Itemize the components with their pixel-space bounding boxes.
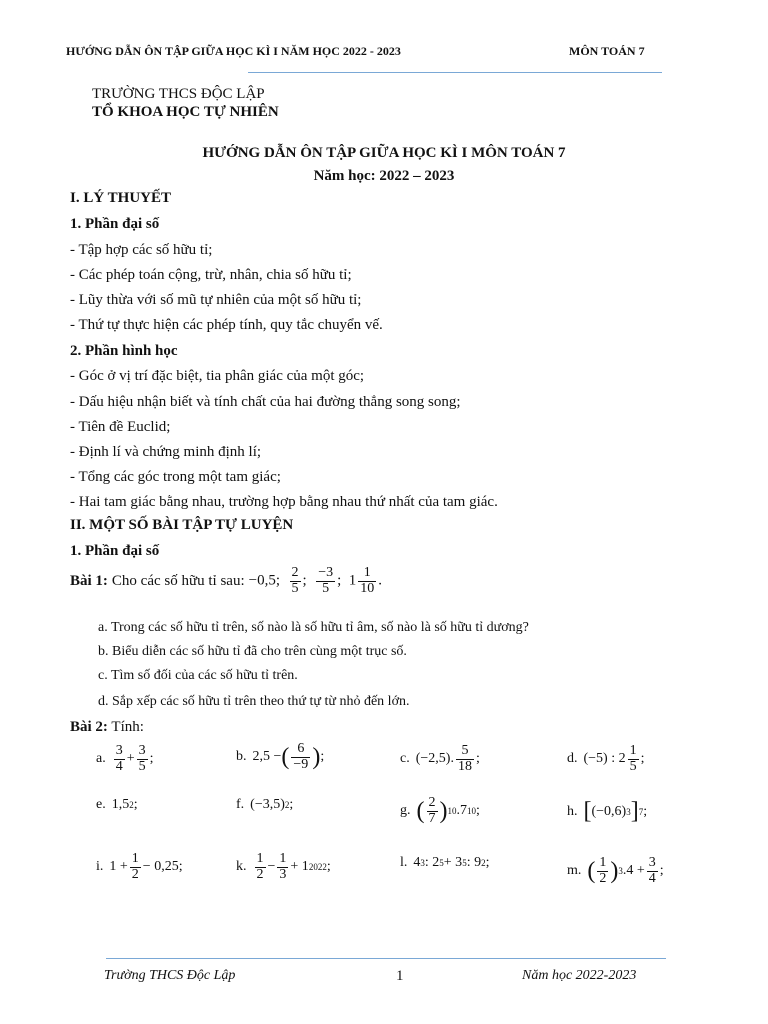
exercise-2-statement bbox=[70, 719, 144, 736]
exercise-2a: a. $\frac{3}{4}$ + $\frac{3}{5}$ ; bbox=[96, 743, 154, 774]
exercise-2m: m. ( $\frac{1}{2}$ ) 3 .4 + $\frac{3}{4}$ ; bbox=[567, 855, 664, 886]
exercise-2h: h. [ (−0,6) 3 ] 7 ; bbox=[567, 798, 648, 824]
list-item: - Dấu hiệu nhận biết và tính chất của hai đường thẳng song song; bbox=[70, 394, 461, 410]
exercise-2i: i. 1 + $\frac{1}{2}$ − 0,25; bbox=[96, 851, 183, 882]
math-expression: −0,5; $\frac{2}{5}$ ; $\frac{-3}{5}$ ; 1 $\frac{1}{10}$ . bbox=[248, 565, 383, 596]
header-left: HƯỚNG DẪN ÔN TẬP GIỮA HỌC KÌ I NĂM HỌC 2022 - 2023 bbox=[66, 44, 401, 58]
list-item: - Tập hợp các số hữu tỉ; bbox=[70, 242, 213, 258]
exercise-2k: k. $\frac{1}{2}$ − $\frac{1}{3}$ + 1 2022 ; bbox=[236, 851, 331, 882]
exercise-1-text: Cho các số hữu tỉ sau: bbox=[111, 572, 245, 589]
list-item: d. Sắp xếp các số hữu tỉ trên theo thứ tự từ nhỏ đến lớn. bbox=[98, 694, 410, 709]
page-number: 1 bbox=[396, 968, 404, 984]
list-item: - Các phép toán cộng, trừ, nhân, chia số hữu tỉ; bbox=[70, 267, 352, 283]
list-item: - Hai tam giác bằng nhau, trường hợp bằng nhau thứ nhất của tam giác. bbox=[70, 494, 498, 510]
theory-geometry-heading: 2. Phần hình học bbox=[70, 343, 178, 359]
practice-heading: II. MỘT SỐ BÀI TẬP TỰ LUYỆN bbox=[70, 517, 294, 533]
footer-year: Năm học 2022-2023 bbox=[522, 968, 637, 983]
list-item: b. Biểu diễn các số hữu tỉ đã cho trên cùng một trục số. bbox=[98, 644, 407, 659]
header-right: MÔN TOÁN 7 bbox=[569, 44, 645, 58]
practice-algebra-heading: 1. Phần đại số bbox=[70, 543, 160, 559]
exercise-2-label: Bài 2: bbox=[70, 719, 108, 735]
list-item: - Định lí và chứng minh định lí; bbox=[70, 444, 262, 460]
exercise-1-label: Bài 1: bbox=[70, 572, 108, 589]
school-year: Năm học: 2022 – 2023 bbox=[313, 168, 455, 184]
list-item: - Thứ tự thực hiện các phép tính, quy tắc chuyển vế. bbox=[70, 317, 383, 333]
list-item: c. Tìm số đối của các số hữu tỉ trên. bbox=[98, 668, 298, 683]
footer-divider bbox=[106, 958, 666, 959]
exercise-2d: d. (−5) : 2 $\frac{1}{5}$ ; bbox=[567, 743, 645, 774]
list-item: - Góc ở vị trí đặc biệt, tia phân giác của một góc; bbox=[70, 368, 365, 384]
header-divider bbox=[248, 72, 662, 73]
exercise-2b: b. 2,5 − ( $\frac{6}{-9}$ ) ; bbox=[236, 741, 325, 772]
school-name: TRƯỜNG THCS ĐỘC LẬP bbox=[92, 86, 265, 102]
list-item: a. Trong các số hữu tỉ trên, số nào là số hữu tỉ âm, số nào là số hữu tỉ dương? bbox=[98, 620, 529, 635]
exercise-2g: g. ( $\frac{2}{7}$ ) 10 .7 10 ; bbox=[400, 795, 480, 826]
list-item: - Tổng các góc trong một tam giác; bbox=[70, 469, 281, 485]
exercise-2e: e. 1,5 2 ; bbox=[96, 797, 138, 812]
list-item: - Tiên đề Euclid; bbox=[70, 419, 171, 435]
exercise-2c: c. (−2,5). $\frac{5}{18}$ ; bbox=[400, 743, 480, 774]
footer-school: Trường THCS Độc Lập bbox=[104, 968, 236, 983]
department-name: TỔ KHOA HỌC TỰ NHIÊN bbox=[92, 104, 279, 120]
exercise-2f: f. (−3,5) 2 ; bbox=[236, 797, 294, 812]
theory-algebra-heading: 1. Phần đại số bbox=[70, 216, 160, 232]
page-title: HƯỚNG DẪN ÔN TẬP GIỮA HỌC KÌ I MÔN TOÁN 7 bbox=[202, 145, 566, 161]
exercise-2l: l. 4 3 : 2 5 + 3 5 : 9 2 ; bbox=[400, 855, 490, 870]
list-item: - Lũy thừa với số mũ tự nhiên của một số hữu tỉ; bbox=[70, 292, 362, 308]
exercise-1-statement bbox=[70, 566, 382, 596]
exercise-2-text: Tính: bbox=[111, 719, 144, 735]
theory-heading: I. LÝ THUYẾT bbox=[70, 190, 172, 206]
